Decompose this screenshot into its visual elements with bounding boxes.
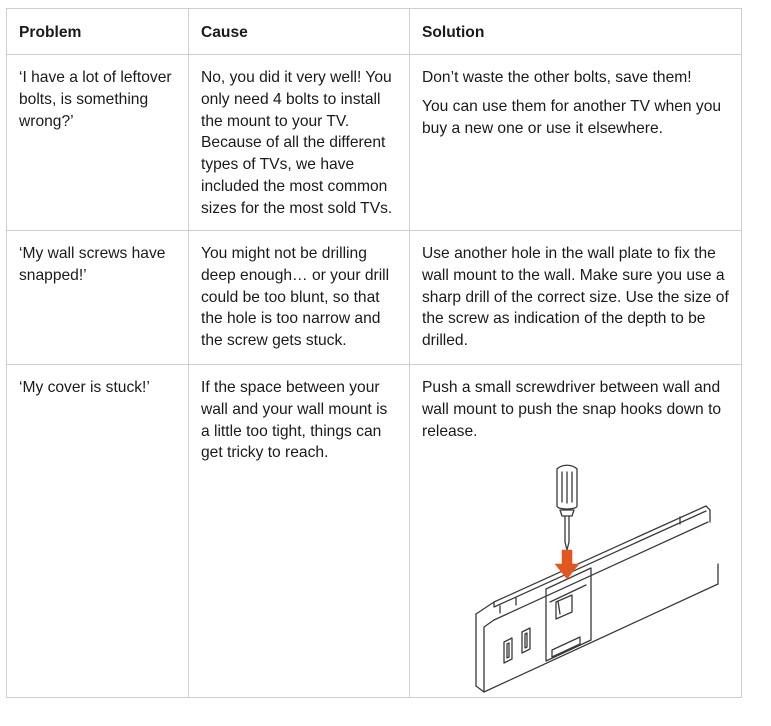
header-cause: Cause (189, 9, 410, 55)
table-row (7, 55, 742, 231)
cause-cell: No, you did it very well! You only need 4 bolts to install the mount to your TV. Because of all the different types of TVs, we have included the most common sizes for the most sold TVs. (189, 55, 410, 231)
solution-text: You can use them for another TV when you buy a new one or use it elsewhere. (422, 97, 722, 137)
solution-cell (410, 55, 742, 231)
cause-cell: If the space between your wall and your wall mount is a little too tight, things can get tricky to reach. (189, 365, 410, 698)
problem-cell: ‘My wall screws have snapped!’ (7, 231, 189, 365)
troubleshooting-table (6, 8, 742, 698)
solution-text: Don’t waste the other bolts, save them! (422, 69, 692, 86)
problem-cell: ‘I have a lot of leftover bolts, is something wrong?’ (7, 55, 189, 231)
problem-cell: ‘My cover is stuck!’ (7, 365, 189, 698)
table-header-row (7, 9, 742, 55)
screwdriver-snap-hook-icon (456, 464, 728, 696)
solution-cell (410, 231, 742, 365)
table-row (7, 231, 742, 365)
solution-text: Use another hole in the wall plate to fix the wall mount to the wall. Make sure you use a sharp drill of the correct size. Use the size of the screw as indication of the depth to be drilled. (422, 245, 729, 350)
cause-cell: You might not be drilling deep enough… or your drill could be too blunt, so that the hole is too narrow and the screw gets stuck. (189, 231, 410, 365)
header-solution: Solution (410, 9, 742, 55)
header-problem: Problem (7, 9, 189, 55)
table-row (7, 365, 742, 698)
solution-cell (410, 365, 742, 698)
solution-text: Push a small screwdriver between wall and wall mount to push the snap hooks down to release. (422, 379, 722, 440)
